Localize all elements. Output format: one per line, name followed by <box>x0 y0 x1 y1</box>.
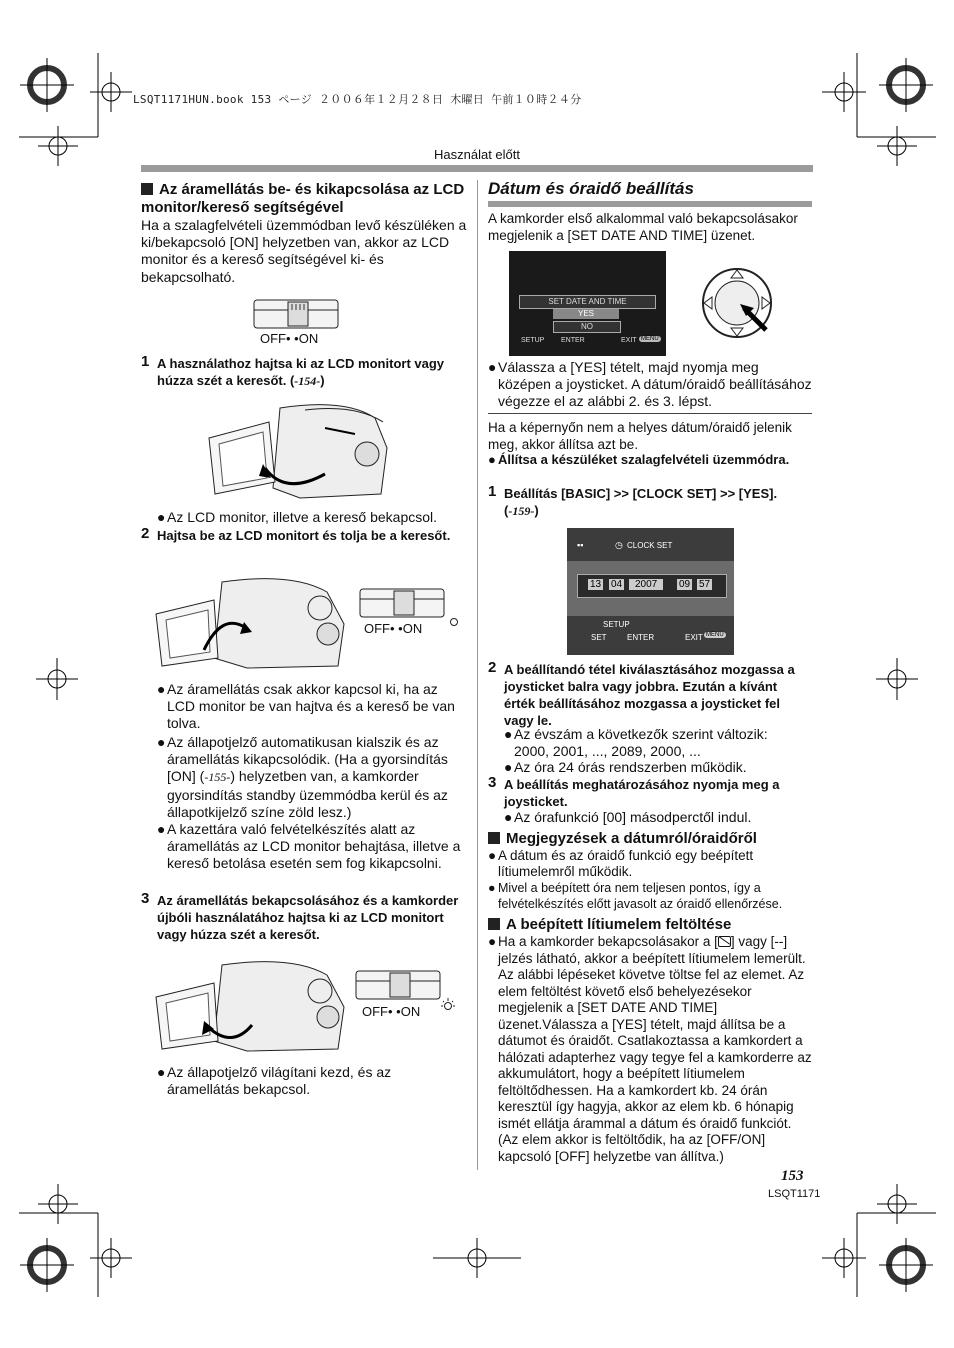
bullet-power-off-condition: ● Az áramellátás csak akkor kapcsol ki, ha az LCD monitor be van hajtva és a kereső be van tolva. <box>157 681 455 732</box>
month-field: 04 <box>611 579 623 590</box>
bullet-status-indicator: ● Az állapotjelző automatikusan kialszik és az áramellátás kikapcsolódik. (Ha a gyorsindítás [ON] (-155-) helyzetben van, a kamkorder gyorsindítás standby üzemmódba kerül és az állapotkijelző színe zöld lesz.) <box>157 734 448 820</box>
switch-label-3: OFF• •ON <box>362 1004 421 1019</box>
bullet-select-yes: ● Válassza a [YES] tételt, majd nyomja meg középen a joysticket. A dátum/óraidő beállításához végezze el az alábbi 2. és 3. lépst. <box>488 359 812 410</box>
incorrect-date-paragraph: Ha a képernyőn nem a helyes dátum/óraidő jelenik meg, akkor állítsa azt be. <box>488 420 792 452</box>
step-number: 3 <box>141 890 150 907</box>
battery-warning-icon <box>718 936 731 947</box>
clock-icon: ◷ <box>615 540 623 550</box>
joystick-icon <box>700 266 776 342</box>
exit-hint: EXIT <box>685 633 703 642</box>
intro-date-time: A kamkorder első alkalommal való bekapcsolásakor megjelenik a [SET DATE AND TIME] üzenet. <box>488 211 798 244</box>
enter-hint: ENTER <box>561 337 585 344</box>
page-number: 153 <box>781 1168 804 1184</box>
camcorder-open-illustration <box>205 398 395 502</box>
document-code: LSQT1171 <box>768 1188 821 1200</box>
clock-set-screen <box>567 528 734 655</box>
title-rule <box>488 201 812 207</box>
minute-field: 57 <box>699 579 711 590</box>
exit-hint: EXIT <box>621 337 637 344</box>
note-accuracy: ● Mivel a beépített óra nem teljesen pontos, így a felvételkészítés előtt javasolt az óraidő ellenőrzése. <box>488 881 783 911</box>
step-1-clock-set: Beállítás [BASIC] >> [CLOCK SET] >> [YES]. (-159-) <box>504 486 778 518</box>
top-rule <box>141 165 813 172</box>
print-info-line: LSQT1171HUN.book 153 ページ ２００６年１２月２８日 木曜日 午前１０時２４分 <box>133 93 582 106</box>
bullet-tape-mode: ● Állítsa a készüléket szalagfelvételi üzemmódra. <box>488 452 790 467</box>
section-title-date-time: Dátum és óraidő beállítás <box>488 179 694 198</box>
step-number: 2 <box>141 525 150 542</box>
camcorder-reopen-illustration <box>152 955 352 1053</box>
camcorder-close-illustration <box>152 572 352 670</box>
enter-hint: ENTER <box>627 633 655 642</box>
sub-bullet-seconds: ● Az órafunkció [00] másodperctől indul. <box>504 809 752 825</box>
year-field: 2007 <box>629 579 663 590</box>
step-3-text: Az áramellátás bekapcsolásához és a kamkorder újbóli használatához hajtsa ki az LCD monitort vagy húzza szét a keresőt. <box>157 893 459 942</box>
heading-square-icon <box>488 832 500 844</box>
power-switch-illustration-2 <box>356 586 461 626</box>
divider <box>488 413 812 414</box>
notes-heading: Megjegyzések a dátumról/óraidőről <box>488 830 808 848</box>
step-3-confirm: A beállítás meghatározásához nyomja meg a joysticket. <box>504 777 780 809</box>
bullet-recording-note: ● A kazettára való felvételkészítés alatt az áramellátás az LCD monitor behajtása, illetve a kereső betolása esetén sem fog kikapcsolni. <box>157 821 461 872</box>
heading-square-icon <box>488 918 500 930</box>
section-heading-power: Az áramellátás be- és kikapcsolása az LCD monitor/kereső segítségével <box>141 181 465 216</box>
prompt-box: SET DATE AND TIME <box>519 295 656 309</box>
bullet-indicator-on: ● Az állapotjelző világítani kezd, és az áramellátás bekapcsol. <box>157 1064 392 1098</box>
hour-field: 09 <box>679 579 691 590</box>
note-lithium: ● A dátum és az óraidő funkció egy beépített lítiumelemről működik. <box>488 848 754 879</box>
intro-paragraph: Ha a szalagfelvételi üzemmódban levő készüléken a ki/bekapcsoló [ON] helyzetben van, akkor az LCD monitor és a kereső segítségével ki- és bekapcsolható. <box>141 217 467 285</box>
heading-square-icon <box>141 183 153 195</box>
step-number: 1 <box>141 353 150 370</box>
step-number: 1 <box>488 483 497 500</box>
battery-heading: A beépített lítiumelem feltöltése <box>488 916 808 934</box>
step-2-text: Hajtsa be az LCD monitort és tolja be a keresőt. <box>157 528 451 543</box>
menu-icon: MENU <box>641 336 659 342</box>
day-field: 13 <box>590 579 602 590</box>
switch-label: OFF• •ON <box>260 331 319 346</box>
column-divider <box>477 180 478 1170</box>
no-option: NO <box>553 321 621 333</box>
step-2-joystick: A beállítandó tétel kiválasztásához mozgassa a joysticket balra vagy jobbra. Ezután a kívánt érték beállításához mozgassa a joysticket fel vagy le. <box>504 662 795 728</box>
menu-icon: MENU <box>706 632 724 638</box>
sub-bullet-years: ● Az évszám a következők szerint változik: 2000, 2001, ..., 2089, 2000, ... <box>504 726 768 760</box>
switch-label-2: OFF• •ON <box>364 621 423 636</box>
set-hint: SET <box>591 633 607 642</box>
step-number: 2 <box>488 659 497 676</box>
battery-paragraph: ● Ha a kamkorder bekapcsolásakor a [ ] vagy [--] jelzés látható, akkor a beépített lítiumelem lemerült. Az alábbi lépéseket követve töltse fel az elemet. Az elem feltöltést követő első behelyezésekor megjelenik a [SET DATE AND TIME] üzenet.Válassza a [YES] tételt, majd állítsa be a dátumot és óraidőt. Csatlakoztassa a kamkordert a hálózati adapterhez vagy tegye fel a kamkorderre az akkumulátort, hogy a beépített lítiumelem feltöltődhessen. Ha a kamkordert kb. 24 órán keresztül így hagyja, akkor az elem kb. 6 hónapig ismét ellátja árammal a dátum és óraidő funkciót. (Az elem akkor is feltöltődik, ha az [OFF/ON] kapcsoló [OFF] helyzetbe van állítva.) <box>488 934 812 1164</box>
clock-set-title: CLOCK SET <box>627 541 673 550</box>
setup-hint: SETUP <box>521 337 545 344</box>
set-date-time-screen <box>509 251 666 356</box>
bullet-lcd-on: ● Az LCD monitor, illetve a kereső bekapcsol. <box>157 509 438 525</box>
tape-mode-icon: ▪▪ <box>577 540 584 550</box>
sub-bullet-24h: ● Az óra 24 órás rendszerben működik. <box>504 759 747 775</box>
yes-option: YES <box>553 309 619 319</box>
step-number: 3 <box>488 774 497 791</box>
running-title: Használat előtt <box>434 147 520 162</box>
step-1-text: A használathoz hajtsa ki az LCD monitort vagy húzza szét a keresőt. (-154-) <box>157 356 445 388</box>
setup-hint: SETUP <box>603 620 630 629</box>
